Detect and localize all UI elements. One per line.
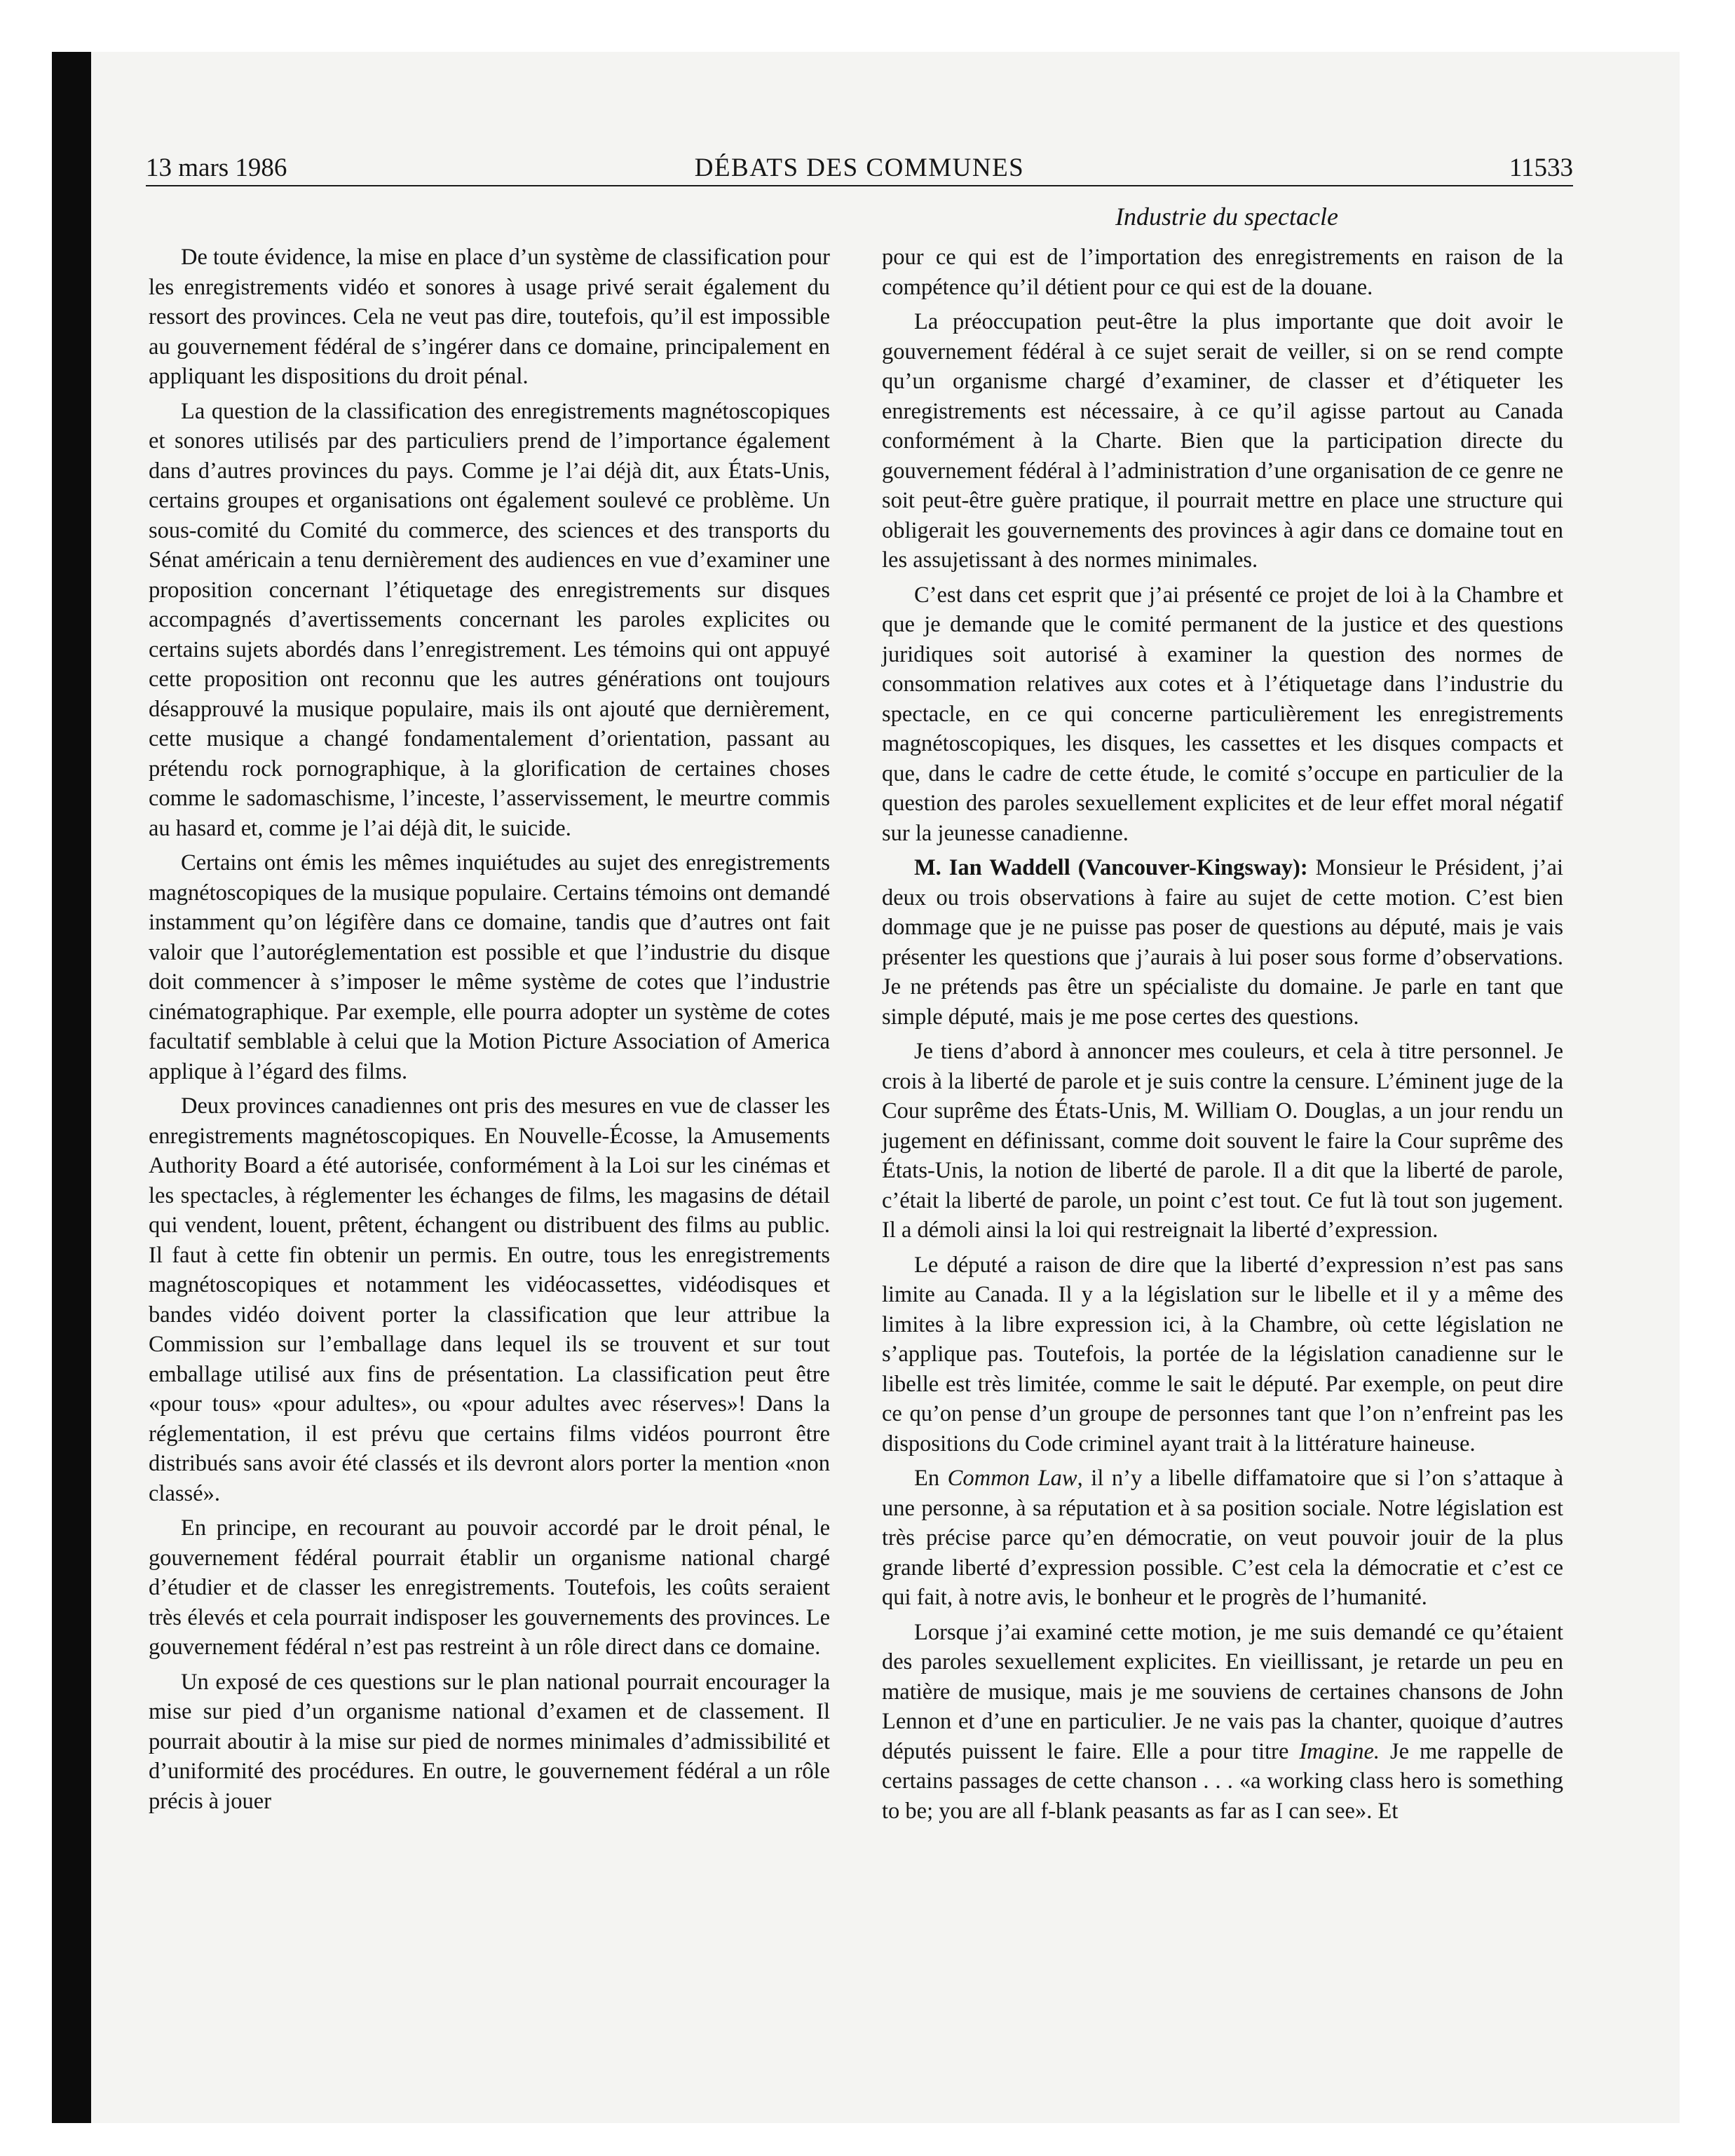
p7-italic: Common Law xyxy=(947,1466,1077,1491)
right-column xyxy=(882,243,1563,1831)
left-paragraph-3: Certains ont émis les mêmes inquiétudes au sujet des enregistrements magnétoscopiques de la musique populaire. Certains témoins ont demandé instamment qu’on légifère dans ce domaine, tandis que d’autres ont fait valoir que l’autoréglementation est possible et que l’industrie du disque doit commencer à s’imposer le même système de cotes que l’industrie cinématographique. Par exemple, elle pourra adopter un système de cotes facultatif semblable à celui que la Motion Picture Association of America applique à l’égard des films. xyxy=(149,850,830,1084)
header-page-number: 11533 xyxy=(1509,153,1573,182)
right-paragraph-3: C’est dans cet esprit que j’ai présenté ce projet de loi à la Chambre et que je demande que le comité permanent de la justice et des questions juridiques soit autorisé à examiner la question des normes de consommation relatives aux cotes et à l’étiquetage dans l’industrie du spectacle, en ce qui concerne particulièrement les enregistrements magnétoscopiques, les disques, les cassettes et les disques compacts et que, dans le cadre de cette étude, le comité s’occupe en particulier de la question des paroles sexuellement explicites et de leur effet moral négatif sur la jeunesse canadienne. xyxy=(882,582,1563,846)
left-paragraph-6: Un exposé de ces questions sur le plan national pourrait encourager la mise sur pied d’un organisme national d’examen et de classement. Il pourrait aboutir à la mise sur pied de normes minimales d’admissibilité et d’uniformité des procédures. En outre, le gouvernement fédéral a un rôle précis à jouer xyxy=(149,1669,830,1814)
left-paragraph-5: En principe, en recourant au pouvoir accordé par le droit pénal, le gouvernement fédéral pourrait établir un organisme national chargé d’étudier et de classer les enregistrements. Toutefois, les coûts seraient très élevés et cela pourrait indisposer les gouvernements des provinces. Le gouvernement fédéral n’est pas restreint à un rôle direct dans ce domaine. xyxy=(149,1515,830,1660)
header-rule xyxy=(146,185,1573,186)
left-paragraph-2: La question de la classification des enregistrements magnétoscopiques et sonores utilisés par des particuliers prend de l’importance également dans d’autres provinces du pays. Comme je l’ai déjà dit, aux États-Unis, certains groupes et organisations ont également soulevé ce problème. Un sous-comité du Comité du commerce, des sciences et des transports du Sénat américain a tenu dernièrement des audiences en vue d’examiner une proposition concernant l’étiquetage des enregistrements sur disques accompagnés d’avertissements concernant les paroles explicites ou certains sujets abordés dans l’enregistrement. Les témoins qui ont appuyé cette proposition ont reconnu que les autres générations ont toujours désapprouvé la musique populaire, mais ils ont ajouté que dernièrement, cette musique a changé fondamentalement d’orientation, passant au prétendu rock pornographique, à la glorification de certaines choses comme le sadomaschisme, l’inceste, l’asservissement, le meurtre commis au hasard et, comme je l’ai déjà dit, le suicide. xyxy=(149,398,830,841)
p7-start: En xyxy=(914,1466,948,1491)
p8-rest: Je me rappelle de certains passages de cette chanson . . . «a working class hero is something to be; you are all f-blank peasants as far as I can see». Et xyxy=(882,1738,1563,1824)
right-paragraph-2: La préoccupation peut-être la plus importante que doit avoir le gouvernement fédéral à ce sujet serait de veiller, si on se rend compte qu’un organisme chargé d’examiner, de classer et d’étiqueter les enregistrements est nécessaire, à ce qu’il agisse partout au Canada conformément à la Charte. Bien que la participation directe du gouvernement fédéral à l’administration d’une organisation de ce genre ne soit peut-être guère pratique, il pourrait mettre en place une structure qui obligerait les gouvernements des provinces à agir dans ce domaine tout en les assujetissant à des normes minimales. xyxy=(882,309,1563,573)
right-paragraph-6: Le député a raison de dire que la liberté d’expression n’est pas sans limite au Canada. Il y a la législation sur le libelle et il y a même des limites à la libre expression ici, à la Chambre, où cette législation ne s’applique pas. Toutefois, la portée de la législation canadienne sur le libelle est très limitée, comme le sait le député. Par exemple, on peut dire ce qu’on pense d’un groupe de personnes tant que l’on n’enfreint pas les dispositions du Code criminel ayant trait à la littérature haineuse. xyxy=(882,1252,1563,1456)
speaker-paragraph xyxy=(882,853,1563,1032)
left-column xyxy=(149,243,830,1821)
right-paragraph-8 xyxy=(882,1618,1563,1827)
p8-start: Lorsque j’ai examiné cette motion, je me suis demandé ce qu’étaient des paroles sexuellement explicites. En vieillissant, je retarde un peu en matière de musique, mais je me souviens de certaines chansons de John Lennon et d’une en particulier. Je ne vais pas la chanter, quoique d’autres députés puissent le faire. Elle a pour titre xyxy=(882,1619,1563,1764)
header-date: 13 mars 1986 xyxy=(146,153,287,182)
scan-binding-edge xyxy=(52,52,91,2123)
left-paragraph-1: De toute évidence, la mise en place d’un système de classification pour les enregistrements vidéo et sonores à usage privé serait également du ressort des provinces. Cela ne veut pas dire, toutefois, qu’il est impossible au gouvernement fédéral de s’ingérer dans ce domaine, principalement en appliquant les dispositions du droit pénal. xyxy=(149,245,830,389)
page-header xyxy=(146,153,1573,189)
section-title: Industrie du spectacle xyxy=(1115,203,1338,231)
speaker-text: Monsieur le Président, j’ai deux ou trois observations à faire au sujet de cette motion. C’est bien dommage que je ne puisse pas poser de questions au député, mais je vais présenter les questions que j’aurais à lui poser sous forme d’observations. Je ne prétends pas être un spécialiste du domaine. Je parle en tant que simple député, mais je me pose certes des questions. xyxy=(882,855,1564,1030)
right-continuation: pour ce qui est de l’importation des enregistrements en raison de la compétence qu’il détient pour ce qui est de la douane. xyxy=(882,245,1563,300)
p7-rest: , il n’y a libelle diffamatoire que si l’on s’attaque à une personne, à sa réputation et à sa position sociale. Notre législation est très précise parce qu’en démocratie, on veut pouvoir jouir de la plus grande liberté d’expression possible. C’est cela la démocratie et c’est ce qui fait, à notre avis, le bonheur et le progrès de l’humanité. xyxy=(882,1466,1564,1610)
header-title: DÉBATS DES COMMUNES xyxy=(694,153,1025,182)
p8-italic: Imagine. xyxy=(1299,1738,1380,1764)
left-paragraph-4: Deux provinces canadiennes ont pris des mesures en vue de classer les enregistrements magnétoscopiques. En Nouvelle-Écosse, la Amusements Authority Board a été autorisée, conformément à la Loi sur les cinémas et les spectacles, à réglementer les échanges de films, les magasins de détail qui vendent, louent, prêtent, échangent ou distribuent des films au public. Il faut à cette fin obtenir un permis. En outre, tous les enregistrements magnétoscopiques et notamment les vidéocassettes, vidéodisques et bandes vidéo doivent porter la classification que leur attribue la Commission sur l’emballage dans lequel ils se trouvent et sur tout emballage utilisé aux fins de présentation. La classification peut être «pour tous» «pour adultes», ou «pour adultes avec réserves»! Dans la réglementation, il est prévu que certains films vidéos pourront être distribués sans avoir été classés et ils devront alors porter la mention «non classé». xyxy=(149,1093,830,1506)
right-paragraph-7 xyxy=(882,1464,1563,1613)
speaker-name: M. Ian Waddell (Vancouver-Kingsway): xyxy=(914,855,1308,880)
right-paragraph-5: Je tiens d’abord à annoncer mes couleurs, et cela à titre personnel. Je crois à la liberté de parole et je suis contre la censure. L’éminent juge de la Cour suprême des États-Unis, M. William O. Douglas, a un jour rendu un jugement en définissant, comme doit souvent le faire la Cour suprême des États-Unis, la notion de liberté de parole. Il a dit que la liberté de parole, c’était la liberté de parole, un point c’est tout. Ce fut là tout son jugement. Il a démoli ainsi la loi qui restreignait la liberté d’expression. xyxy=(882,1039,1563,1243)
